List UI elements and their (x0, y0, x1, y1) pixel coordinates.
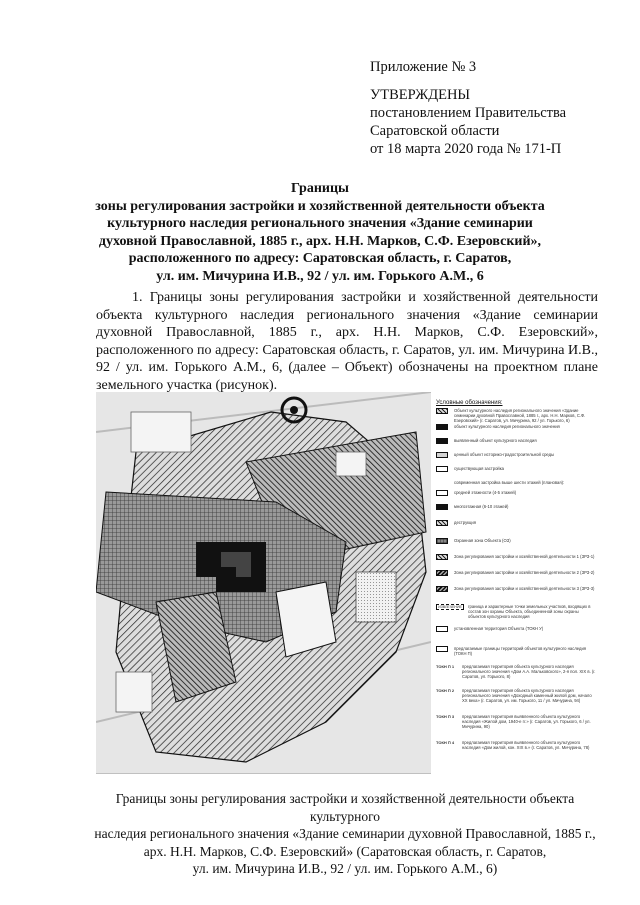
legend-swatch (436, 480, 448, 486)
caption-line-1: Границы зоны регулирования застройки и хозяйственной деятельности объекта культурного (115, 791, 575, 824)
legend-item (436, 688, 596, 703)
legend-item (436, 490, 596, 496)
approval-block (370, 58, 630, 158)
figure-caption (80, 790, 610, 878)
site-plan-drawing (96, 392, 431, 774)
legend-item-label: ценный объект историко-градостроительной среды (454, 452, 555, 457)
legend-item (436, 438, 596, 444)
legend-swatch (436, 452, 448, 458)
site-plan-figure (96, 392, 598, 774)
legend-item-label: предлагаемая территория выявленного объекта культурного наследия «Жилой дом, 1940-е гг.» (г. Саратов, ул. Горького, 6 / ул. Мичурина, 90) (462, 714, 591, 729)
legend-swatch (436, 570, 448, 576)
legend-item-label: Зона регулирования застройки и хозяйственной деятельности 1 (ЗРЗ-1) (454, 554, 595, 559)
title-line-1: Границы (291, 181, 349, 196)
legend-swatch (436, 626, 448, 632)
legend-swatch: ТОКН П 4 (436, 740, 455, 745)
body-paragraph: 1. Границы зоны регулирования застройки и хозяйственной деятельности объекта культурного наследия регионального значения «Здание семинарии духовной Православной, 1885 г., арх. Н.Н. Марков, С.Ф. Езеровский», расположенного по адресу: Саратовская область, г. Саратов, ул. им. Мичурина И.В., 92 / ул. им. Горького А.М., 6, (далее – Объект) обозначены на проектном плане земельного участка (рисунок). (96, 290, 598, 393)
legend-item-label: предлагаемая территория выявленного объекта культурного наследия «Дом жилой, кон. XIX в.» (г. Саратов, ул. Мичурина, 78) (462, 740, 590, 750)
document-title (60, 180, 580, 285)
legend-item (436, 570, 596, 576)
legend-item-label: существующая застройка (454, 466, 505, 471)
legend-swatch (436, 538, 448, 544)
legend-item-label: Зона регулирования застройки и хозяйственной деятельности 2 (ЗРЗ-2) (454, 570, 595, 575)
legend-item (436, 538, 596, 544)
legend-item (436, 554, 596, 560)
legend-item-label: предлагаемая территория объекта культурного наследия регионального значения «Дом А.А. Мальковского», 2-я пол. XIX в. (г. Саратов, ул. Горького, 8) (462, 664, 596, 679)
legend-swatch (436, 504, 448, 510)
legend-item (436, 740, 596, 750)
site-plan-map (96, 392, 431, 774)
legend-item-label: Охранная зона Объекта (ОЗ) (454, 538, 511, 543)
legend-swatch (436, 520, 448, 526)
legend-item (436, 664, 596, 679)
legend-item-label: предлагаемые границы территорий объектов культурного наследия (ТОКН П) (454, 646, 587, 656)
legend-item (436, 520, 596, 526)
legend-item (436, 646, 596, 656)
legend-item (436, 466, 596, 472)
legend-item (436, 424, 596, 430)
legend-item (436, 714, 596, 729)
legend-swatch (436, 490, 448, 496)
title-line-4: духовной Православной, 1885 г., арх. Н.Н. Марков, С.Ф. Езеровский», (98, 233, 542, 249)
legend-swatch: ТОКН П 2 (436, 688, 455, 693)
legend-item-label: многоэтажная (6-10 этажей) (454, 504, 509, 509)
legend-swatch (436, 586, 448, 592)
legend-item-label: деструкция (454, 520, 476, 525)
legend-swatch (436, 408, 448, 414)
legend-title: Условные обозначения: (436, 400, 503, 406)
approval-line-3: от 18 марта 2020 года № 171-П (370, 141, 562, 157)
legend-item-label: предлагаемая территория объекта культурного наследия регионального значения «Доходный каменный жилой дом, начало XX века» (г. Саратов, ул. им. Горького, 11 / ул. Мичурина, 94) (462, 688, 592, 703)
legend-swatch (436, 438, 448, 444)
appendix-number: Приложение № 3 (370, 59, 477, 75)
legend-item (436, 604, 596, 619)
approved-heading: УТВЕРЖДЕНЫ (370, 87, 471, 103)
legend-item (436, 586, 596, 592)
legend-swatch: ТОКН П 1 (436, 664, 455, 669)
caption-line-2: наследия регионального значения «Здание семинарии духовной Православной, 1885 г., (94, 826, 596, 841)
legend-item-label: современная застройка выше шести этажей (плановая): (454, 480, 565, 485)
title-line-5: расположенного по адресу: Саратовская область, г. Саратов, (128, 251, 512, 266)
legend-item (436, 480, 596, 486)
legend-item-label: средней этажности (4-5 этажей) (454, 490, 517, 495)
legend-swatch (436, 554, 448, 560)
approval-line-2: Саратовской области (370, 123, 500, 139)
caption-line-3: арх. Н.Н. Марков, С.Ф. Езеровский» (Саратовская область, г. Саратов, (143, 843, 547, 859)
legend-item (436, 452, 596, 458)
legend-item-label: выявленный объект культурного наследия (454, 438, 537, 443)
legend-item-label: объект культурного наследия регионального значения (454, 424, 560, 429)
approval-line-1: постановлением Правительства (370, 105, 567, 121)
title-line-3: культурного наследия регионального значения «Здание семинарии (107, 216, 533, 231)
legend-swatch: ТОКН П 3 (436, 714, 455, 719)
legend-item (436, 408, 596, 423)
caption-line-4: ул. им. Мичурина И.В., 92 / ул. им. Горького А.М., 6) (192, 861, 498, 876)
title-line-2: зоны регулирования застройки и хозяйственной деятельности объекта (95, 198, 545, 214)
legend-swatch (436, 646, 448, 652)
legend-item-label: Зона регулирования застройки и хозяйственной деятельности 3 (ЗРЗ-3) (454, 586, 595, 591)
legend-item-label: Объект культурного наследия регионального значения «Здание семинарии духовной Православной, 1885 г., арх. Н.Н. Марков, С.Ф. Езеровский» (г. Саратов, ул. Мичурина, 92 / ул. Горького, 6) (454, 408, 586, 423)
legend-swatch (436, 424, 448, 430)
legend-item (436, 504, 596, 510)
title-line-6: ул. им. Мичурина И.В., 92 / ул. им. Горького А.М., 6 (156, 268, 484, 284)
legend-item-label: граница и характерные точки земельных участков, входящих в состав зон охраны Объекта, объединенной зоны охраны объектов культурного наследия (468, 604, 591, 619)
legend-item (436, 626, 596, 632)
map-legend (436, 400, 596, 770)
legend-swatch (436, 466, 448, 472)
legend-item-label: установленная территория Объекта (ТОКН У) (454, 626, 544, 631)
legend-swatch: ИЗВЛЕЧЕНИЕ (436, 604, 464, 610)
